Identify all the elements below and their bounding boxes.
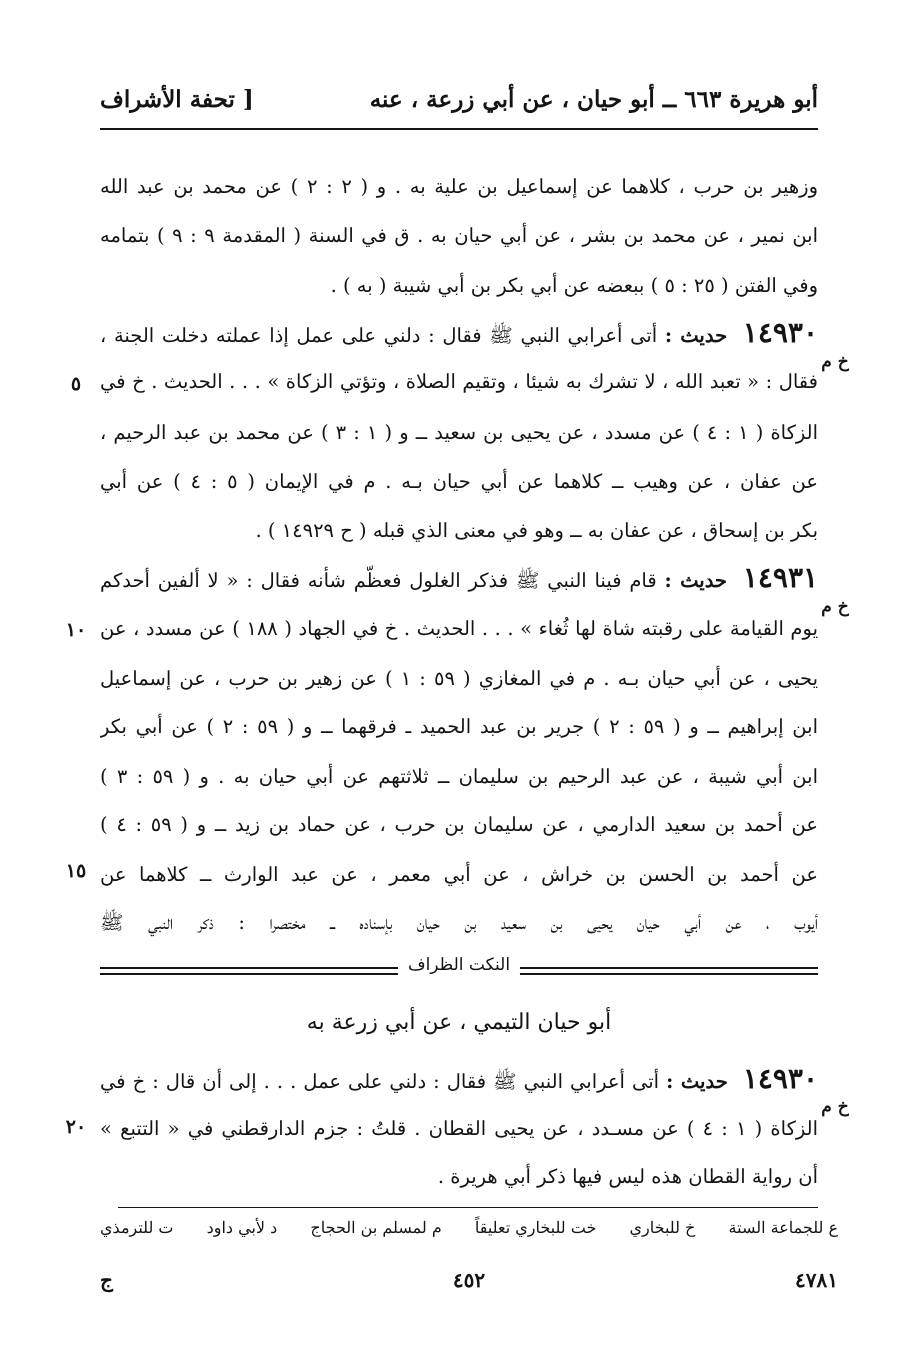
hadith-text-line: ابن أبي شيبة ، عن عبد الرحيم بن سليمان ــ ثلاثتهم عن أبي حيان به . و ( ٥٩ : ٣ ) [100,765,818,788]
margin-line-number: ٥ [70,373,82,395]
hadith-text: قام فينا النبي ﷺ فذكر الغلول فعظّم شأنه فقال : « لا ألفين أحدكم [100,569,657,592]
header-left-title: [ تحفة الأشراف [100,86,254,113]
margin-source-code: خ م [821,597,849,617]
body-line: وزهير بن حرب ، كلاهما عن إسماعيل بن علية به . و ( ٢ : ٢ ) عن محمد بن عبد الله [100,175,818,198]
nukat-14930-line-1 [100,1064,818,1097]
hadith-text-line: ابن إبراهيم ــ و ( ٥٩ : ٢ ) جرير بن عبد الحميد ـ فرقهما ــ و ( ٥٩ : ٢ ) عن أبي بكر [100,715,818,738]
page-footer [100,1268,838,1298]
hadith-text-line: يوم القيامة على رقبته شاة لها ثُغاء » . . . الحديث . خ في الجهاد ( ١٨٨ ) عن مسدد ، عن [100,617,818,640]
abbr-item: م لمسلم بن الحجاج [310,1218,442,1237]
abbr-item: ع للجماعة الستة [728,1218,838,1237]
running-header [100,80,818,124]
body-line: ابن نمير ، عن محمد بن بشر ، عن أبي حيان به . ق في السنة ( المقدمة ٩ : ٩ ) بتمامه [100,224,818,247]
margin-source-code: خ م [821,352,849,372]
hadith-14931-line-1 [100,563,818,596]
hadith-text-line: عن أحمد بن الحسن بن خراش ، عن أبي معمر ، عن عبد الوارث ــ كلاهما عن [100,863,818,886]
abbr-item: د لأبي داود [206,1218,278,1237]
hadith-text: أتى أعرابي النبي ﷺ فقال : دلني على عمل إذا عملته دخلت الجنة ، [100,324,658,347]
abbr-item: ت للترمذي [100,1218,174,1237]
hadith-text-line: بكر بن إسحاق ، عن عفان به ــ وهو في معنى الذي قبله ( ح ١٤٩٢٩ ) . [255,519,818,542]
margin-line-number: ١٠ [65,619,87,641]
hadith-text-line: عن عفان ، عن وهيب ــ كلاهما عن أبي حيان بـه . م في الإيمان ( ٥ : ٤ ) عن أبي [100,470,818,493]
footer-serial-number: ٤٧٨١ [795,1268,838,1292]
hadith-text-line: أيوب ، عن أبي حيان يحيى بن سعيد بن حيان بإسناده ــ مختصرا : ذكر النبي ﷺ [100,911,818,934]
footer-rule [118,1207,818,1208]
body-line: وفي الفتن ( ٢٥ : ٥ ) ببعضه عن أبي بكر بن أبي شيبة ( به ) . [330,274,818,297]
volume-marker: ج [100,1268,113,1292]
margin-source-code: خ م [821,1097,849,1117]
hadith-label: حديث : [664,569,727,592]
hadith-text-line: أن رواية القطان هذه ليس فيها ذكر أبي هريرة . [437,1165,818,1188]
divider-label: النكت الظراف [398,955,520,975]
header-right-title: أبو هريرة ٦٦٣ ــ أبو حيان ، عن أبي زرعة ، عنه [369,86,818,113]
hadith-label: حديث : [664,324,728,347]
section-divider [100,955,818,985]
hadith-text-line: الزكاة ( ١ : ٤ ) عن مسـدد ، عن يحيى القطان . قلتُ : جزم الدارقطني في « التتبع » [100,1117,818,1140]
header-rule [100,128,818,130]
section-title: أبو حيان التيمي ، عن أبي زرعة به [306,1010,612,1035]
hadith-text-line: فقال : « تعبد الله ، لا تشرك به شيئا ، وتقيم الصلاة ، وتؤتي الزكاة » . . . الحديث . خ في [100,370,818,393]
margin-line-number: ٢٠ [65,1116,87,1138]
hadith-number: ١٤٩٣١ [742,563,818,594]
hadith-text-line: عن أحمد بن سعيد الدارمي ، عن سليمان بن حرب ، عن حماد بن زيد ــ و ( ٥٩ : ٤ ) [100,813,818,836]
abbr-item: خ للبخاري [629,1218,696,1237]
abbr-item: خت للبخاري تعليقاً [474,1218,597,1237]
hadith-14930-line-1 [100,318,818,351]
hadith-text-line: يحيى ، عن أبي حيان بـه . م في المغازي ( ٥٩ : ١ ) عن زهير بن حرب ، عن إسماعيل [100,667,818,690]
hadith-text: أتى أعرابي النبي ﷺ فقال : دلني على عمل . . . إلى أن قال : خ في [100,1070,660,1093]
hadith-number: ١٤٩٣٠ [742,1064,818,1095]
hadith-text-line: الزكاة ( ١ : ٤ ) عن مسدد ، عن يحيى بن سعيد ــ و ( ١ : ٣ ) عن محمد بن عبد الرحيم ، [100,421,818,444]
abbreviation-key [100,1218,838,1237]
page-number: ٤٥٢ [452,1268,486,1292]
margin-line-number: ١٥ [65,860,87,882]
hadith-number: ١٤٩٣٠ [742,318,818,349]
hadith-label: حديث : [666,1070,728,1093]
